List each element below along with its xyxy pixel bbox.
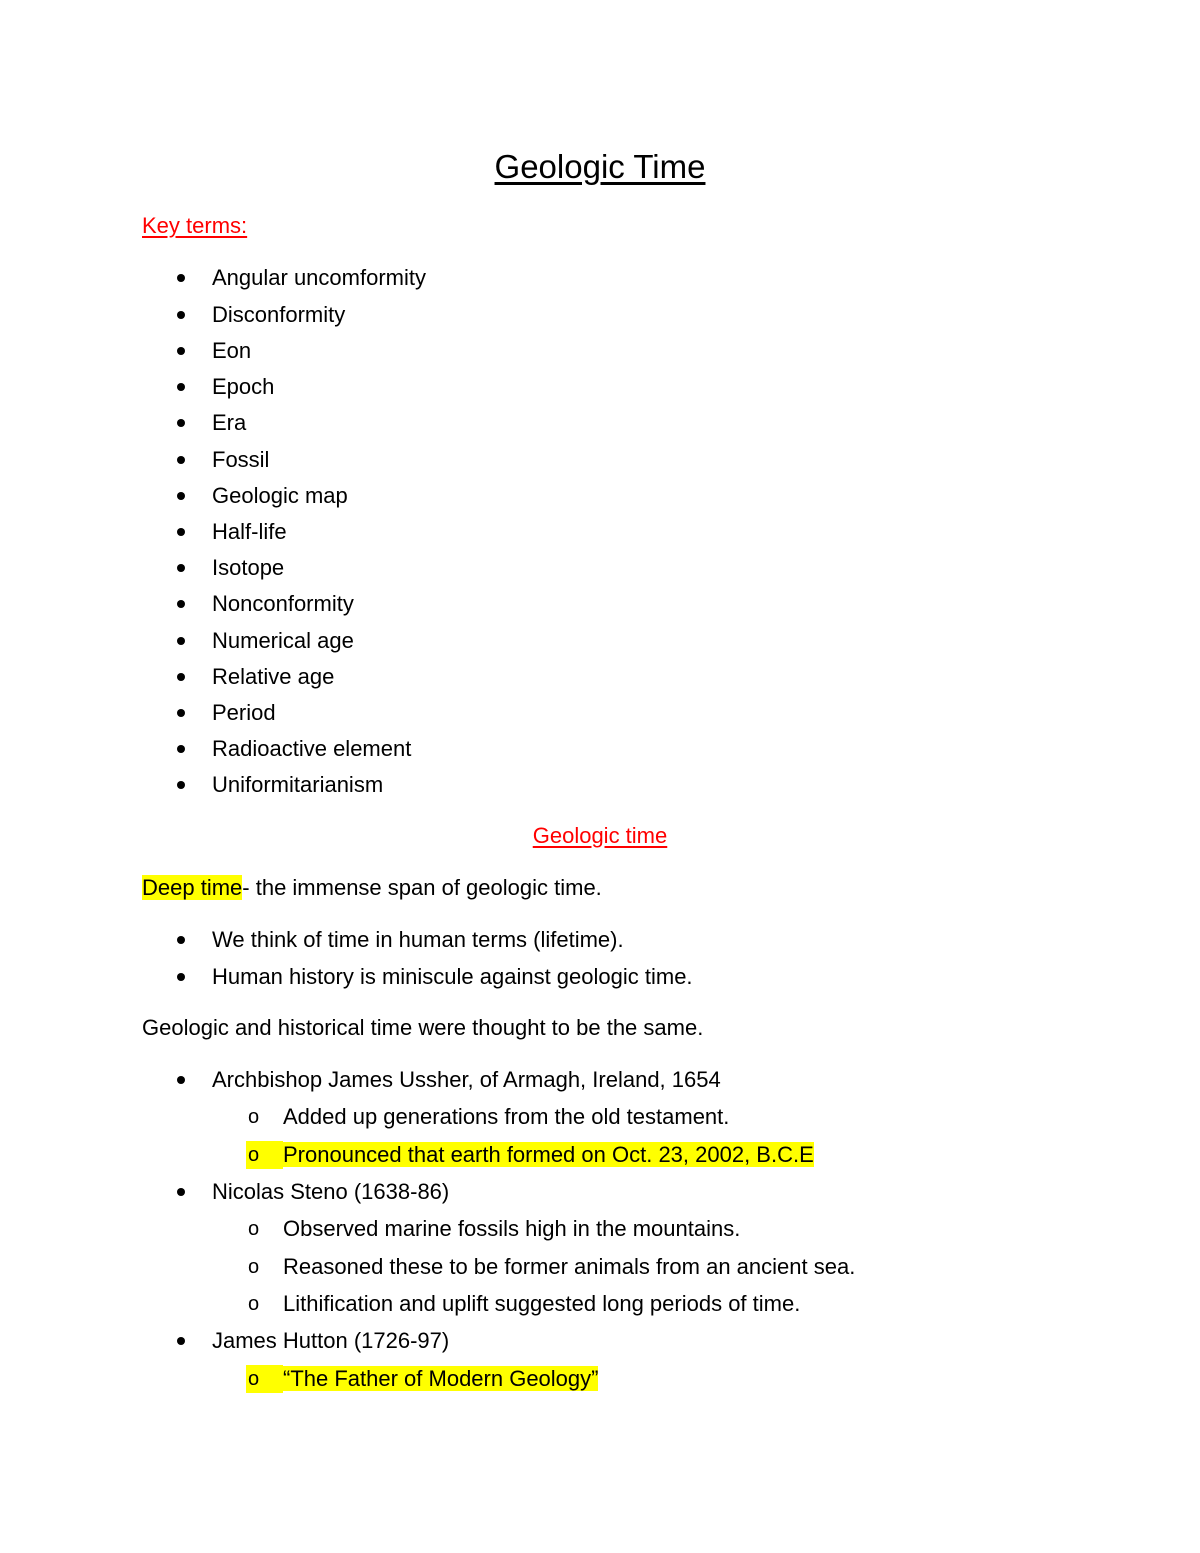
bullet-icon	[177, 936, 185, 944]
circle-bullet-icon: o	[248, 1368, 260, 1390]
deep-time-bullet: We think of time in human terms (lifetime).	[212, 926, 624, 954]
sub-item: o Observed marine fossils high in the mountains.	[248, 1216, 741, 1241]
bullet-icon	[177, 492, 185, 500]
key-term-item: Half-life	[212, 518, 287, 546]
key-term-item: Uniformitarianism	[212, 771, 383, 799]
sub-item-highlighted: o Pronounced that earth formed on Oct. 23, 2002, B.C.E	[248, 1142, 814, 1167]
person-item: Nicolas Steno (1638-86)	[212, 1178, 449, 1206]
sub-item: o Added up generations from the old testament.	[248, 1104, 730, 1129]
bullet-icon	[177, 347, 185, 355]
key-term-item: Numerical age	[212, 627, 354, 655]
bullet-icon	[177, 781, 185, 789]
bullet-icon	[177, 1188, 185, 1196]
deep-time-text: - the immense span of geologic time.	[242, 875, 602, 900]
bullet-icon	[177, 1076, 185, 1084]
statement-paragraph: Geologic and historical time were thought to be the same.	[142, 1015, 704, 1040]
key-term-item: Radioactive element	[212, 735, 411, 763]
bullet-icon	[177, 383, 185, 391]
key-term-item: Period	[212, 699, 276, 727]
bullet-icon	[177, 745, 185, 753]
key-term-item: Isotope	[212, 554, 284, 582]
bullet-icon	[177, 973, 185, 981]
circle-bullet-icon: o	[248, 1218, 260, 1240]
bullet-icon	[177, 564, 185, 572]
sub-item: o Lithification and uplift suggested long periods of time.	[248, 1291, 801, 1316]
section-heading: Geologic time	[532, 823, 668, 848]
person-item: James Hutton (1726-97)	[212, 1327, 449, 1355]
circle-bullet-icon: o	[248, 1144, 260, 1166]
circle-bullet-icon: o	[248, 1293, 260, 1315]
bullet-icon	[177, 311, 185, 319]
deep-time-term: Deep time	[142, 875, 243, 900]
bullet-icon	[177, 456, 185, 464]
key-term-item: Epoch	[212, 373, 274, 401]
key-term-item: Relative age	[212, 663, 334, 691]
sub-item: o Reasoned these to be former animals from an ancient sea.	[248, 1254, 856, 1279]
bullet-icon	[177, 1337, 185, 1345]
page-title: Geologic Time	[494, 148, 706, 185]
circle-bullet-icon: o	[248, 1106, 260, 1128]
key-term-item: Angular uncomformity	[212, 264, 426, 292]
key-terms-heading: Key terms:	[142, 213, 248, 238]
deep-time-definition	[142, 875, 602, 901]
bullet-icon	[177, 673, 185, 681]
person-item: Archbishop James Ussher, of Armagh, Ireland, 1654	[212, 1066, 721, 1094]
bullet-icon	[177, 709, 185, 717]
sub-item-highlighted: o “The Father of Modern Geology”	[248, 1366, 599, 1391]
bullet-icon	[177, 528, 185, 536]
deep-time-bullet: Human history is miniscule against geologic time.	[212, 963, 693, 991]
circle-bullet-icon: o	[248, 1256, 260, 1278]
bullet-icon	[177, 637, 185, 645]
bullet-icon	[177, 600, 185, 608]
key-term-item: Geologic map	[212, 482, 348, 510]
bullet-icon	[177, 274, 185, 282]
bullet-icon	[177, 419, 185, 427]
key-term-item: Nonconformity	[212, 590, 354, 618]
key-term-item: Eon	[212, 337, 251, 365]
key-term-item: Era	[212, 409, 246, 437]
key-term-item: Fossil	[212, 446, 269, 474]
key-term-item: Disconformity	[212, 301, 345, 329]
